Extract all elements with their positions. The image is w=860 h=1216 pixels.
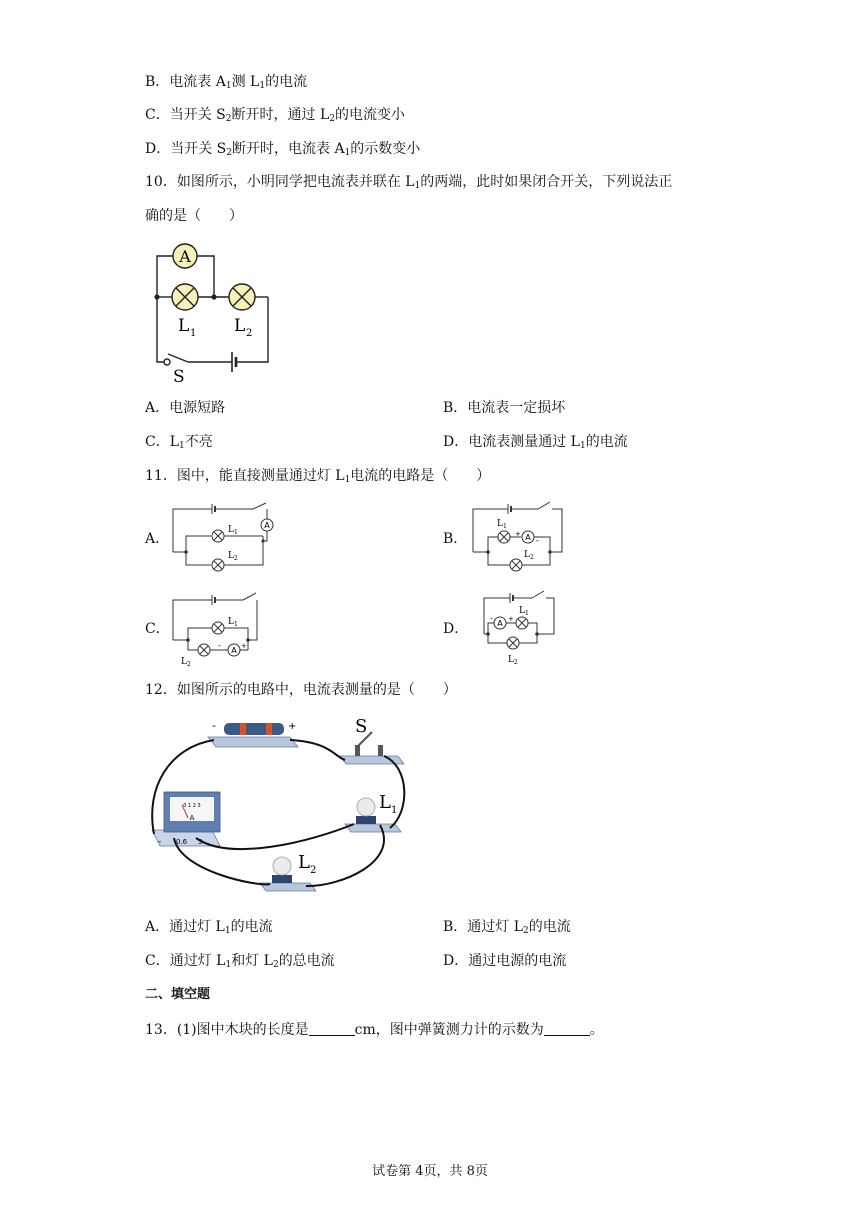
svg-text:+: + <box>288 721 297 732</box>
q9-option-c: C．当开关 $S_2$断开时，通过 $L_2$的电流变小 <box>145 107 405 124</box>
q10-option-b: B．电流表一定损坏 <box>443 400 566 416</box>
svg-text:L: L <box>181 657 187 667</box>
meter-b-label: A <box>525 533 531 542</box>
svg-text:2: 2 <box>514 659 518 666</box>
q12-option-c: C．通过灯 $L_1$和灯 $L_2$的总电流 <box>145 953 335 970</box>
ammeter-icon <box>152 792 220 847</box>
meter-a-label: A <box>264 521 270 530</box>
q10-option-a: A．电源短路 <box>145 400 226 416</box>
q10-option-c: C．$L_1$不亮 <box>145 434 213 451</box>
page-footer: 试卷第 4页，共 8页 <box>372 1164 488 1179</box>
lamp1-label: L <box>178 316 190 336</box>
svg-text:0.6: 0.6 <box>176 838 188 846</box>
lamp1-sub: 1 <box>190 328 197 339</box>
svg-text:-: - <box>212 719 216 732</box>
svg-text:2: 2 <box>530 554 534 561</box>
svg-text:-: - <box>490 614 493 623</box>
q11-option-d-label: D． <box>443 621 469 637</box>
svg-text:+: + <box>241 642 247 650</box>
svg-text:L: L <box>524 550 530 560</box>
lamp2-sub: 2 <box>246 328 253 339</box>
svg-text:L: L <box>519 606 525 616</box>
svg-text:L: L <box>228 617 234 627</box>
q12-option-a: A．通过灯 $L_1$的电流 <box>145 919 273 936</box>
ammeter-label: A <box>179 247 191 266</box>
svg-text:S: S <box>355 716 368 737</box>
q11-option-b-label: B． <box>443 531 468 547</box>
q9-option-d: D．当开关 $S_2$断开时，电流表 $A_1$的示数变小 <box>145 141 421 158</box>
meter-c-label: A <box>231 646 237 655</box>
svg-text:1: 1 <box>234 529 238 536</box>
q11-circuit-b <box>468 497 568 577</box>
svg-text:0 1 2 3: 0 1 2 3 <box>183 803 201 809</box>
svg-text:-: - <box>536 536 539 545</box>
q11-stem: 11．图中，能直接测量通过灯 $L_1$电流的电路是（ ） <box>145 468 491 485</box>
q12-circuit-illustration <box>140 712 430 902</box>
svg-text:2: 2 <box>187 661 191 668</box>
svg-text:3: 3 <box>198 838 203 846</box>
svg-text:-: - <box>218 641 221 650</box>
svg-text:2: 2 <box>310 865 317 876</box>
svg-text:-: - <box>158 837 162 847</box>
meter-d-label: A <box>497 619 503 628</box>
switch-icon <box>340 716 404 764</box>
answer-blank-2[interactable] <box>544 1021 590 1036</box>
svg-text:L: L <box>298 852 310 873</box>
l1-label-a: L <box>228 525 234 535</box>
q11-circuit-a <box>168 497 283 577</box>
q10-stem-line2: 确的是（ ） <box>145 208 243 224</box>
q11-circuit-c <box>168 588 268 670</box>
l2-label-a: L <box>228 551 234 561</box>
section-heading: 二、填空题 <box>145 987 211 1002</box>
svg-text:1: 1 <box>525 610 529 617</box>
q12-stem: 12．如图所示的电路中，电流表测量的是（ ） <box>145 682 457 698</box>
q10-option-d: D．电流表测量通过 $L_1$的电流 <box>443 434 628 451</box>
svg-text:L: L <box>508 655 514 665</box>
q9-option-b: B．电流表 $A_1$测 $L_1$的电流 <box>145 74 308 91</box>
svg-text:A: A <box>189 814 195 822</box>
q12-option-b: B．通过灯 $L_2$的电流 <box>443 919 571 936</box>
answer-blank-1[interactable] <box>309 1021 355 1036</box>
q11-option-a-label: A． <box>145 531 170 547</box>
battery-icon <box>208 719 298 747</box>
svg-text:1: 1 <box>503 523 507 530</box>
svg-text:2: 2 <box>234 555 238 562</box>
q11-circuit-d <box>470 588 565 670</box>
svg-text:1: 1 <box>391 805 398 816</box>
lamp2-label: L <box>234 316 246 336</box>
svg-text:+: + <box>508 615 514 623</box>
q12-option-d: D．通过电源的电流 <box>443 953 567 969</box>
svg-text:L: L <box>497 519 503 529</box>
q11-option-c-label: C． <box>145 621 170 637</box>
q13-stem: 13．(1)图中木块的长度是 cm，图中弹簧测力计的示数为 。 <box>145 1022 604 1038</box>
svg-text:1: 1 <box>234 621 238 628</box>
q10-stem-line1: 10．如图所示，小明同学把电流表并联在 $L_1$的两端，此时如果闭合开关，下列说法正 <box>145 174 673 191</box>
q10-circuit-diagram <box>140 236 280 386</box>
svg-text:L: L <box>379 792 391 813</box>
svg-text:+: + <box>515 530 521 538</box>
switch-label: S <box>173 367 185 386</box>
